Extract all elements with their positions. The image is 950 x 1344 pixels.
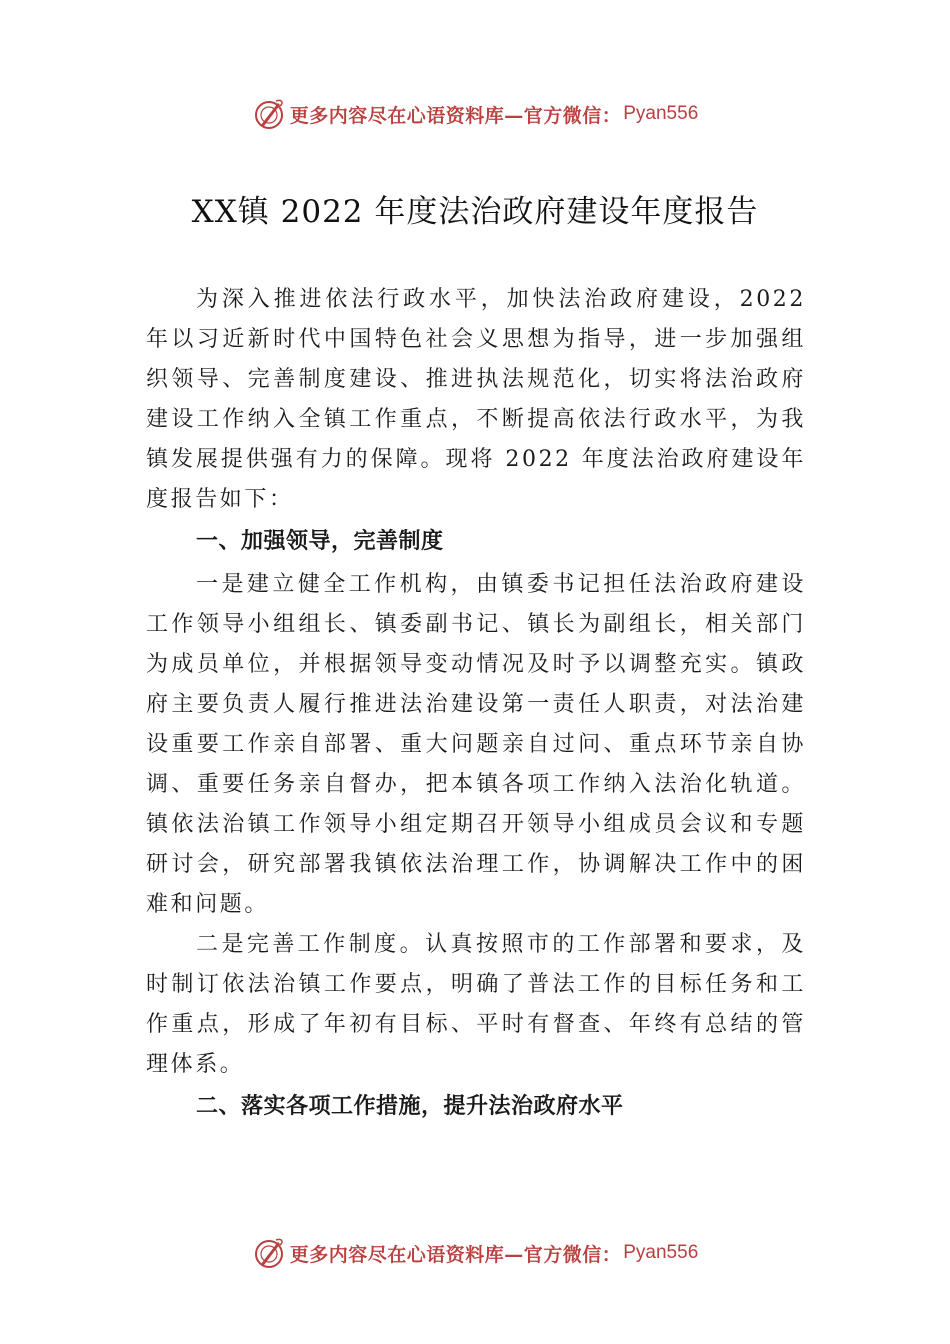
body-paragraph: 二是完善工作制度。认真按照市的工作部署和要求，及时制订依法治镇工作要点，明确了普法工作的目标任务和工作重点，形成了年初有目标、平时有督查、年终有总结的管理体系。 [146,932,806,1077]
quill-seal-icon [252,1236,286,1270]
footer-watermark-banner [0,1233,950,1273]
header-watermark-banner [0,94,950,134]
banner-text: 更多内容尽在心语资料库—官方微信： [289,104,622,127]
section-heading-1: 一、加强领导，完善制度 [196,529,444,554]
wechat-id: Pyan556 [623,103,699,124]
document-title: XX镇 2022 年度法治政府建设年度报告 [191,194,759,230]
quill-seal-icon [252,97,286,131]
section-heading-2: 二、落实各项工作措施，提升法治政府水平 [196,1094,624,1119]
banner-text: 更多内容尽在心语资料库—官方微信： [289,1243,622,1266]
wechat-id: Pyan556 [623,1242,699,1263]
document-body [146,280,806,1130]
intro-paragraph: 为深入推进依法行政水平，加快法治政府建设，2022 年以习近新时代中国特色社会义思想为指导，进一步加强组织领导、完善制度建设、推进执法规范化，切实将法治政府建设工作纳入全镇工作重点，不断提高依法行政水平，为我镇发展提供强有力的保障。现将 2022 年度法治政府建设年度报告如下： [146,287,806,512]
body-paragraph: 一是建立健全工作机构，由镇委书记担任法治政府建设工作领导小组组长、镇委副书记、镇长为副组长，相关部门为成员单位，并根据领导变动情况及时予以调整充实。镇政府主要负责人履行推进法治建设第一责任人职责，对法治建设重要工作亲自部署、重大问题亲自过问、重点环节亲自协调、重要任务亲自督办，把本镇各项工作纳入法治化轨道。镇依法治镇工作领导小组定期召开领导小组成员会议和专题研讨会，研究部署我镇依法治理工作，协调解决工作中的困难和问题。 [146,572,806,917]
